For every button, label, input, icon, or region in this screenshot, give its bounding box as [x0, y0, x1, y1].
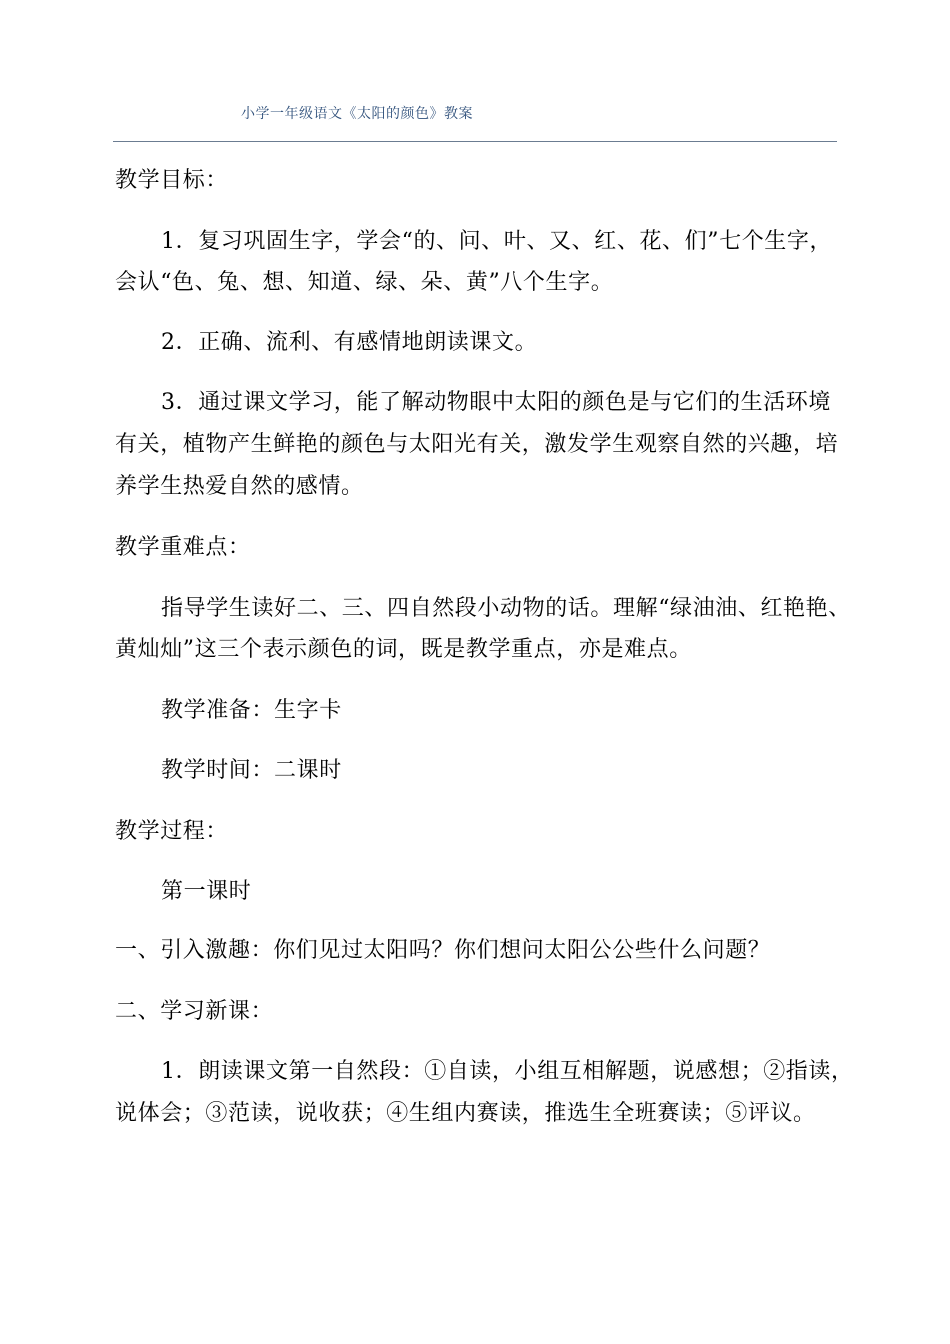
- teaching-preparation: 教学准备：生字卡: [161, 698, 342, 723]
- heading-teaching-process: 教学过程：: [115, 819, 229, 844]
- goal-3-line-2: 有关，植物产生鲜艳的颜色与太阳光有关，激发学生观察自然的兴趣，培: [115, 432, 839, 457]
- goal-1-line-1: 1．复习巩固生字，学会“的、问、叶、又、红、花、们”七个生字，: [161, 229, 833, 254]
- first-lesson-heading: 第一课时: [161, 879, 252, 904]
- goal-2: 2．正确、流利、有感情地朗读课文。: [161, 330, 538, 355]
- header-divider: [113, 141, 837, 142]
- page-header-title: 小学一年级语文《太阳的颜色》教案: [241, 106, 473, 122]
- step-2-item-1-line-2: 说体会；③范读，说收获；④生组内赛读，推选生全班赛读；⑤评议。: [115, 1101, 816, 1126]
- step-1-introduction: 一、引入激趣：你们见过太阳吗？你们想问太阳公公些什么问题？: [115, 938, 771, 963]
- heading-teaching-goals: 教学目标：: [115, 168, 229, 193]
- goal-3-line-1: 3．通过课文学习，能了解动物眼中太阳的颜色是与它们的生活环境: [161, 390, 831, 415]
- step-2-heading: 二、学习新课：: [115, 999, 274, 1024]
- goal-1-line-2: 会认“色、兔、想、知道、绿、朵、黄”八个生字。: [115, 270, 614, 295]
- teaching-time: 教学时间：二课时: [161, 758, 342, 783]
- goal-3-line-3: 养学生热爱自然的感情。: [115, 474, 364, 499]
- step-2-item-1-line-1: 1．朗读课文第一自然段：①自读，小组互相解题，说感想；②指读，: [161, 1059, 854, 1084]
- difficulties-line-1: 指导学生读好二、三、四自然段小动物的话。理解“绿油油、红艳艳、: [161, 596, 851, 621]
- heading-key-difficulties: 教学重难点：: [115, 535, 251, 560]
- difficulties-line-2: 黄灿灿”这三个表示颜色的词，既是教学重点，亦是难点。: [115, 637, 692, 662]
